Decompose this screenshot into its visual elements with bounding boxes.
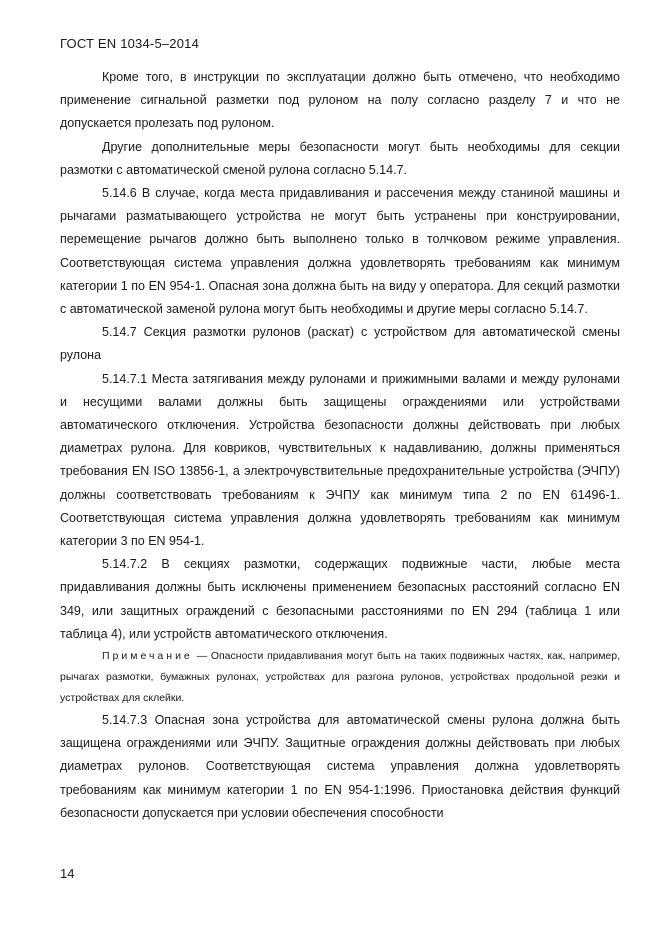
document-body <box>60 66 620 825</box>
page-number: 14 <box>60 866 75 881</box>
paragraph-5-14-7-3: 5.14.7.3 Опасная зона устройства для автоматической смены рулона должна быть защищена ограждениями или ЭЧПУ. Защитные ограждения должны действовать при любых диаметрах рулонов. Соответствующая система управления должна удовлетворять требованиям как минимум категории 1 по EN 954-1:1996. Приостановка действия функций безопасности допускается при условии обеспечения способности <box>60 713 620 820</box>
note-paragraph <box>60 646 620 709</box>
paragraph-5-14-6: 5.14.6 В случае, когда места придавливания и рассечения между станиной машины и рычагами разматывающего устройства не могут быть устранены при конструировании, перемещение рычагов должно быть выполнено только в толчковом режиме управления. Соответствующая система управления должна удовлетворять требованиям как минимум категории 1 по EN 954-1. Опасная зона должна быть на виду у оператора. Для секций размотки с автоматической заменой рулона могут быть необходимы и другие меры согласно 5.14.7. <box>60 186 620 317</box>
standard-code-header: ГОСТ EN 1034-5–2014 <box>60 36 200 51</box>
paragraph-additional-measures: Другие дополнительные меры безопасности могут быть необходимы для секции размотки с автоматической сменой рулона согласно 5.14.7. <box>60 139 620 177</box>
note-text: — Опасности придавливания могут быть на таких подвижных частях, как, например, рычагах размотки, бумажных рулонах, устройствах для разгона рулонов, устройствах продольной резки и устройствах для склейки. <box>60 650 621 705</box>
paragraph-5-14-7-2: 5.14.7.2 В секциях размотки, содержащих подвижные части, любые места придавливания должны быть исключены применением безопасных расстояний согласно EN 349, или защитных ограждений с безопасными расстояниями по EN 294 (таблица 1 или таблица 4), или устройств автоматического отключения. <box>60 557 620 641</box>
paragraph-instructions: Кроме того, в инструкции по эксплуатации должно быть отмечено, что необходимо применение сигнальной разметки под рулоном на полу согласно разделу 7 и что не допускается пролезать под рулоном. <box>60 70 620 131</box>
paragraph-5-14-7-heading: 5.14.7 Секция размотки рулонов (раскат) с устройством для автоматической смены рулона <box>60 325 620 363</box>
note-label: Примечание <box>102 650 193 663</box>
paragraph-5-14-7-1: 5.14.7.1 Места затягивания между рулонами и прижимными валами и между рулонами и несущими валами должны быть защищены ограждениями или устройствами автоматического отключения. Устройства безопасности должны действовать при любых диаметрах рулона. Для ковриков, чувствительных к надавливанию, должны применяться требования EN ISO 13856-1, а электрочувствительные предохранительные устройства (ЭЧПУ) должны соответствовать требованиям к ЭЧПУ как минимум типа 2 по EN 61496-1. Соответствующая система управления должна удовлетворять требованиям как минимум категории 3 по EN 954-1. <box>60 371 620 549</box>
